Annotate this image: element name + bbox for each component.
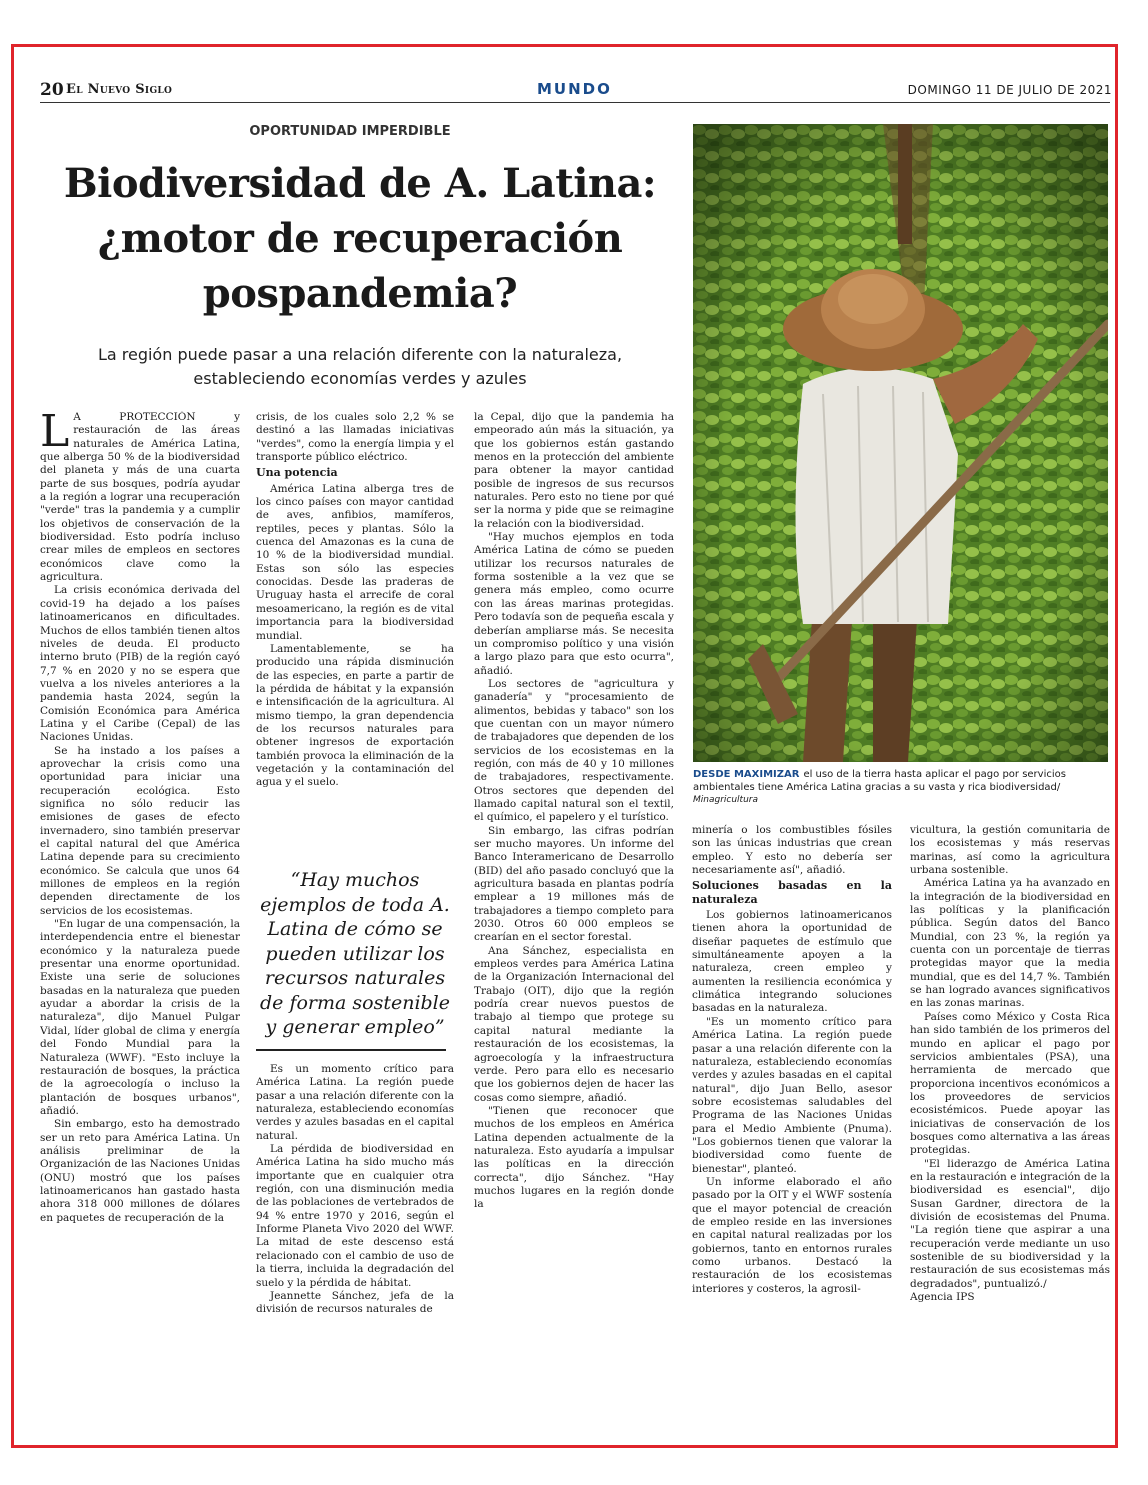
paragraph: América Latina alberga tres de los cinco países con mayor cantidad de aves, anfibios, mamíferos, reptiles, peces y plantas. Sólo la cuenca del Amazonas es la cuna de 10 % de la biodiversidad mundial. Estas son sólo las especies conocidas. Desde las praderas de Uruguay hasta el arrecife de coral mesoamericano, la región es de vital importancia para la biodiversidad mundial. <box>256 482 454 642</box>
paragraph: Ana Sánchez, especialista en empleos verdes para América Latina de la Organización Internacional del Trabajo (OIT), dijo que la región podría crear nuevos puestos de trabajo al tiempo que protege su capital natural mediante la restauración de los ecosistemas, la agroecología y la infraestructura verde. Pero para ello es necesario que los gobiernos dejen de hacer las cosas como siempre, añadió. <box>474 944 674 1104</box>
article-kicker: OPORTUNIDAD IMPERDIBLE <box>249 124 451 139</box>
article-column-3 <box>474 411 674 1411</box>
photo-credit: Minagricultura <box>693 795 758 805</box>
paragraph: la Cepal, dijo que la pandemia ha empeorado aún más la situación, ya que los gobiernos están gastando menos en la protección del ambiente para obtener la mayor cantidad posible de ingresos de sus recursos naturales. Pero esto no tiene por qué ser la norma y pide que se reimagine la relación con la biodiversidad. <box>474 411 674 530</box>
article-column-1 <box>40 411 240 1411</box>
headline-line-3: pospandemia? <box>202 270 518 317</box>
paragraph: Jeannette Sánchez, jefa de la división de recursos naturales de <box>256 1289 454 1316</box>
section-name: MUNDO <box>537 80 612 98</box>
caption-lead: DESDE MAXIMIZAR <box>693 769 800 780</box>
paragraph: Es un momento crítico para América Latina. La región puede pasar a una relación diferente con la naturaleza, estableciendo economías verdes y azules basadas en el capital natural. <box>256 1063 454 1142</box>
article-column-5 <box>910 824 1110 1404</box>
drop-cap: L <box>40 411 70 457</box>
farmer-photo-illustration <box>693 124 1108 762</box>
paragraph: Lamentablemente, se ha producido una rápida disminución de las especies, en parte a partir de la pérdida de hábitat y la expansión e intensificación de la agricultura. Al mismo tiempo, la gran dependencia de los recursos naturales para obtener ingresos de exportación también provoca la eliminación de la vegetación y la contaminación del agua y el suelo. <box>256 642 454 789</box>
issue-date: DOMINGO 11 DE JULIO DE 2021 <box>907 83 1112 97</box>
paragraph: La crisis económica derivada del covid-19 ha dejado a los países latinoamericanos en dificultades. Muchos de ellos también tienen altos niveles de deuda. El producto interno bruto (PIB) de la región cayó 7,7 % en 2020 y no se espera que vuelva a los niveles anteriores a la pandemia hasta 2024, según la Comisión Económica para América Latina y el Caribe (Cepal) de las Naciones Unidas. <box>40 584 240 744</box>
header-rule <box>40 102 1110 103</box>
page-header <box>40 80 1112 102</box>
paragraph: "Hay muchos ejemplos en toda América Latina de cómo se pueden utilizar los recursos naturales de forma sostenible a la vez que se genera más empleo, como ocurre con las áreas marinas protegidas. Pero todavía son de pequeña escala y deberían ampliarse más. Se necesita un compromiso político y una visión a largo plazo para que esto ocurra", añadió. <box>474 531 674 677</box>
paragraph: crisis, de los cuales solo 2,2 % se destinó a las llamadas iniciativas "verdes", como la energía limpia y el transporte público eléctrico. <box>256 411 454 464</box>
paragraph: Sin embargo, esto ha demostrado ser un reto para América Latina. Un análisis preliminar de la Organización de las Naciones Unidas (ONU) mostró que los países latinoamericanos han gastado hasta ahora 318 000 millones de dólares en paquetes de recuperación de la <box>40 1118 240 1224</box>
paragraph: América Latina ya ha avanzado en la integración de la biodiversidad en las políticas y la planificación pública. Según datos del Banco Mundial, con 23 %, la región ya cuenta con un porcentaje de tierras protegidas mayor que la media mundial, que es del 14,7 %. También se han logrado avances significativos en las zonas marinas. <box>910 877 1110 1010</box>
paragraph: "En lugar de una compensación, la interdependencia entre el bienestar económico y la naturaleza puede presentar una enorme oportunidad. Existe una serie de soluciones basadas en la naturaleza que pueden ayudar a abordar la crisis de la naturaleza", dijo Manuel Pulgar Vidal, líder global de clima y energía del Fondo Mundial para la Naturaleza (WWF). "Esto incluye la restauración de bosques, la práctica de la agroecología o incluso la plantación de bosques urbanos", añadió. <box>40 918 240 1117</box>
page-number: 20 <box>40 80 64 100</box>
paragraph: Un informe elaborado el año pasado por la OIT y el WWF sostenía que el mayor potencial de creación de empleo reside en las inversiones en capital natural realizadas por los gobiernos, tanto en entornos rurales como urbanos. Destacó la restauración de los ecosistemas interiores y costeros, la agrosil- <box>692 1175 892 1295</box>
subtitle-line-2: estableciendo economías verdes y azules <box>193 369 527 388</box>
paragraph: La pérdida de biodiversidad en América Latina ha sido mucho más importante que en cualquier otra región, con una disminución media de las poblaciones de vertebrados de 94 % entre 1970 y 2016, según el Informe Planeta Vivo 2020 del WWF. La mitad de este descenso está relacionado con el cambio de uso de la tierra, incluida la degradación del suelo y la pérdida de hábitat. <box>256 1143 454 1289</box>
paragraph: Se ha instado a los países a aprovechar la crisis como una oportunidad para iniciar una recuperación ecológica. Esto significa no sólo reducir las emisiones de gases de efecto invernadero, sino también preservar el capital natural del que América Latina depende para su crecimiento económico. Se calcula que unos 64 millones de empleos en la región dependen directamente de los servicios de los ecosistemas. <box>40 744 240 917</box>
paragraph: Países como México y Costa Rica han sido también de los primeros del mundo en aplicar el pago por servicios ambientales (PSA), una herramienta de mercado que proporciona incentivos económicos a los proveedores de servicios ecosistémicos. Puede apoyar las iniciativas de conservación de los bosques como alternativa a las áreas protegidas. <box>910 1010 1110 1157</box>
headline-line-1: Biodiversidad de A. Latina: <box>63 160 657 207</box>
headline-line-2: ¿motor de recuperación <box>97 215 623 262</box>
lead-paragraph: L A PROTECCIÓN y restauración de las áreas naturales de América Latina, que alberga 50 % de la biodiversidad del planeta y más de una cuarta parte de sus bosques, podría ayudar a la región a lograr una recuperación "verde" tras la pandemia y a cumplir los objetivos de conservación de la biodiversidad. Esto podría incluso crear miles de empleos en sectores económicos clave como la agricultura. <box>40 411 240 584</box>
subheading: Soluciones basadas en la naturaleza <box>692 879 892 906</box>
pull-quote-rule <box>256 1049 446 1051</box>
paragraph: vicultura, la gestión comunitaria de los ecosistemas y más reservas marinas, así como la agricultura urbana sostenible. <box>910 824 1110 877</box>
subtitle-line-1: La región puede pasar a una relación diferente con la naturaleza, <box>97 345 623 364</box>
paragraph: minería o los combustibles fósiles son las únicas industrias que crean empleo. Y esto no debería ser necesariamente así", añadió. <box>692 824 892 877</box>
caption-text: el uso de la tierra hasta aplicar el pago por servicios ambientales tiene América Latina gracias a su vasta y rica biodiversidad/ <box>693 769 1066 793</box>
article-column-2-continued <box>256 1063 454 1413</box>
article-column-2 <box>256 411 454 871</box>
paragraph: Los sectores de "agricultura y ganadería" y "procesamiento de alimentos, bebidas y tabaco" son los que cuentan con un mayor número de trabajadores que dependen de los servicios de los ecosistemas en la región, con más de 40 y 10 millones de trabajadores, respectivamente. Otros sectores que dependen del llamado capital natural son el textil, el químico, el papelero y el turístico. <box>474 677 674 824</box>
paragraph: "El liderazgo de América Latina en la restauración e integración de la biodiversidad es esencial", dijo Susan Gardner, directora de la división de ecosistemas del Pnuma. "La región tiene que aspirar a una recuperación verde mediante un uso sostenible de su biodiversidad y la restauración de sus ecosistemas más degradados", puntualizó./ <box>910 1157 1110 1290</box>
article-signature: Agencia IPS <box>910 1291 975 1304</box>
paragraph: Los gobiernos latinoamericanos tienen ahora la oportunidad de diseñar paquetes de estímulo que simultáneamente apoyen a la naturaleza, creen empleo y aumenten la resiliencia económica y climática integrando soluciones basadas en la naturaleza. <box>692 909 892 1015</box>
article-photo <box>693 124 1108 762</box>
article-subtitle <box>40 343 680 391</box>
article-headline <box>40 156 680 321</box>
newspaper-name: El Nuevo Siglo <box>66 82 173 97</box>
photo-caption <box>693 768 1108 807</box>
article-column-4 <box>692 824 892 1404</box>
paragraph: "Es un momento crítico para América Latina. La región puede pasar a una relación diferente con la naturaleza, estableciendo economías verdes y azules basadas en el capital natural", dijo Juan Bello, asesor sobre ecosistemas saludables del Programa de las Naciones Unidas para el Medio Ambiente (Pnuma). "Los gobiernos tienen que valorar la biodiversidad como fuente de bienestar", planteó. <box>692 1015 892 1175</box>
paragraph: Sin embargo, las cifras podrían ser mucho mayores. Un informe del Banco Interamericano de Desarrollo (BID) del año pasado concluyó que la agricultura basada en plantas podría emplear a 19 millones más de trabajadores a tiempo completo para 2030. Otros 60 000 empleos se crearían en el sector forestal. <box>474 824 674 944</box>
paragraph: "Tienen que reconocer que muchos de los empleos en América Latina dependen actualmente de la naturaleza. Esto ayudaría a impulsar las políticas en la dirección correcta", dijo Sánchez. "Hay muchos lugares en la región donde la <box>474 1104 674 1211</box>
pull-quote: “Hay muchos ejemplos de toda A. Latina de cómo se pueden utilizar los recursos naturales de forma sostenible y generar empleo” <box>260 869 450 1038</box>
subheading: Una potencia <box>256 466 338 480</box>
